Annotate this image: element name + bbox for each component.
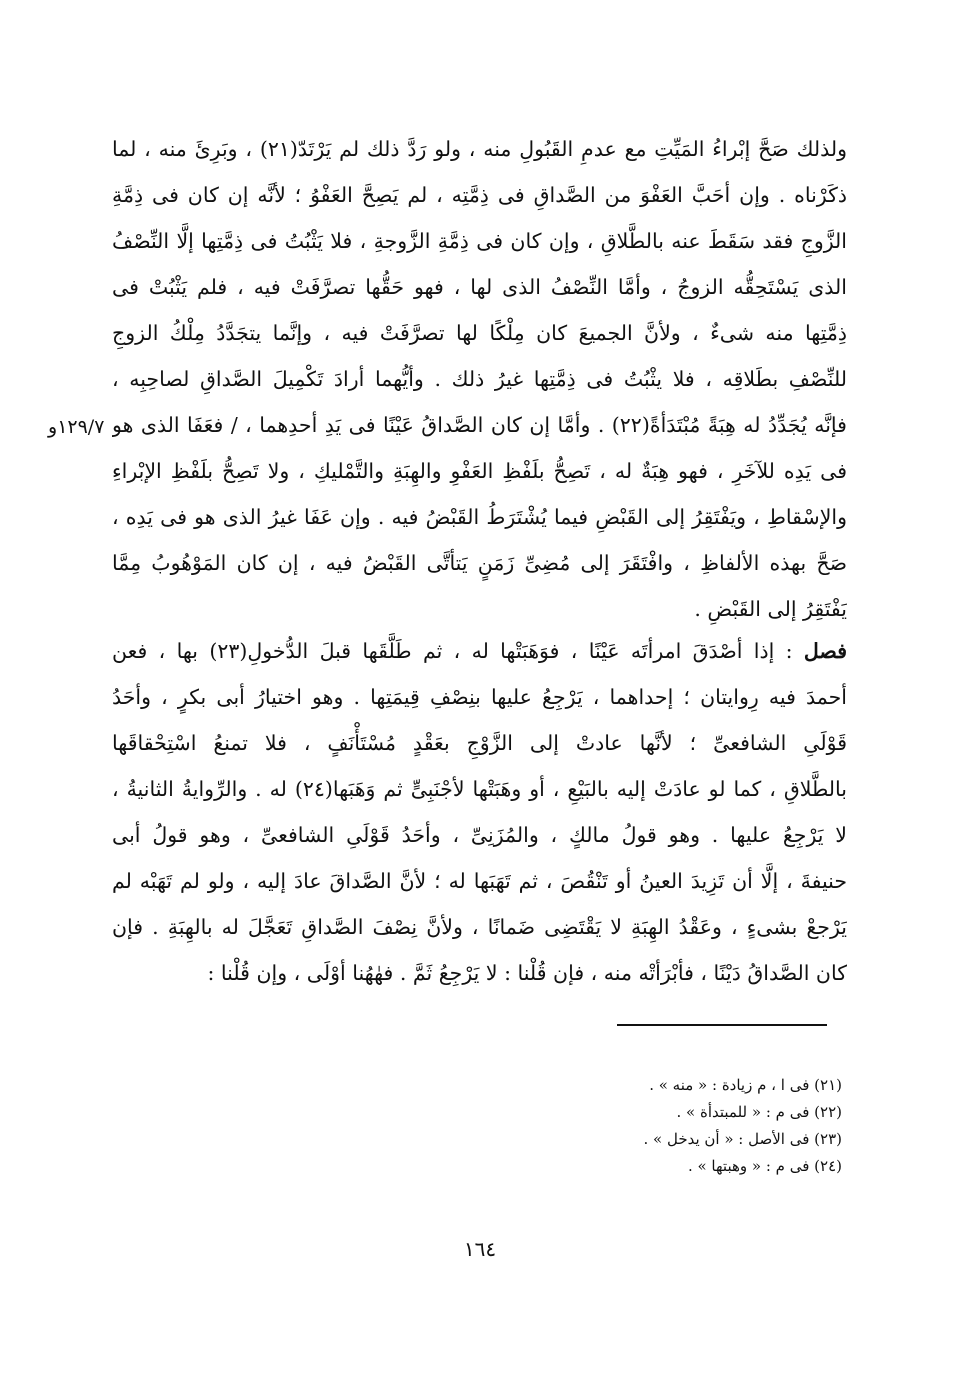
text-line: والإسْقاطِ ، ويَفْتَقِرُ إلى القَبْضِ فيما يُشْتَرَطُ القَبْضُ فيه . وإن عَفَا غيرُ الذى هو فى يَدِه ، bbox=[112, 505, 847, 529]
text-line: ذكَرْناه . وإن أحَبَّ العَفْوَ من الصَّداقِ فى ذِمَّتِه ، لم يَصِحَّ العَفْوُ ؛ لأنَّه إن كان فى ذِمَّةِ bbox=[112, 183, 847, 207]
paragraph-2 bbox=[112, 628, 847, 996]
text-line: أحمدَ فيه رِوايتان ؛ إحداهما ، يَرْجِعُ عليها بنِصْفِ قِيمَتِها . وهو اختيارُ أبى بكرٍ ، وأحَدُ bbox=[112, 685, 847, 709]
footnote: (٢٢) فى م : « للمبتدأة » . bbox=[676, 1103, 842, 1121]
text-line: الزَّوجِ فقد سَقَطَ عنه بالطَّلاقِ ، وإن كان فى ذِمَّةِ الزَّوجةِ ، فلا يَثْبُتُ فى ذِمَّتِها إلَّا النِّصْفُ bbox=[112, 229, 847, 253]
text-line: كان الصَّداقُ دَيْنًا ، فأبْرَأتْه منه ، فإن قُلْنا : لا يَرْجِعُ ثَمَّ . فهٰهُنا أوْلَى ، وإن قُلْنا : bbox=[207, 961, 847, 985]
paragraph-1 bbox=[112, 126, 847, 632]
footnotes bbox=[560, 1072, 842, 1180]
text-line: بالطَّلاقِ ، كما لو عادَتْ إليه بالبَيْعِ ، أو وهَبَتْها لأجْنَبِىٍّ ثم وَهَبَها(٢٤) له . والرِّوايةُ الثانيةُ ، bbox=[112, 777, 847, 801]
text-line: فإنَّه يُجَدِّدُ له هِبَةً مُبْتَدَأةً(٢٢) . وأمَّا إن كان الصَّداقُ عَيْنًا فى يَدِ أحدِهما ، / فعَفَا الذى هو bbox=[112, 413, 847, 437]
text-line: قَوْلَىِ الشافعىِّ ؛ لأنَّها عادتْ إلى الزَّوْجِ بعَقْدٍ مُسْتَأْنَفٍ ، فلا تمنعُ اسْتِحْقاقَها bbox=[112, 731, 847, 755]
text-line: حنيفةَ ، إلَّا أن تَزِيدَ العينُ أو تَنْقُصَ ، ثم تَهَبَها له ؛ لأنَّ الصَّداقَ عادَ إليه ، ولو لم تَهَبْه لم bbox=[112, 869, 847, 893]
footnote-separator bbox=[617, 1024, 827, 1026]
footnote: (٢٤) فى م : « وهبتها » . bbox=[687, 1157, 842, 1175]
text-line: صَحَّ بهذه الألفاظِ ، وافْتَقَرَ إلى مُضِىِّ زَمَنٍ يَتأتَّى القَبْضُ فيه ، إن كان المَوْهُوبُ مِمَّا bbox=[112, 551, 847, 575]
text-line: لا يَرْجِعُ عليها . وهو قولُ مالكٍ ، والمُزَنِىِّ ، وأحَدُ قَوْلَىِ الشافعىِّ ، وهو قولُ أبى bbox=[112, 823, 847, 847]
section-heading-fasl: فصل bbox=[803, 639, 847, 663]
text-line: ولذلك صَحَّ إبْراءُ المَيِّتِ مع عدمِ القَبُولِ منه ، ولو رَدَّ ذلك لم يَرْتَدّ(٢١) ، وبَرِئَ منه ، لما bbox=[112, 137, 847, 161]
text-line: للنِّصْفِ بطَلاقِه ، فلا يثْبُتُ فى ذِمَّتِها غيرُ ذلك . وأيُّهما أرادَ تَكْمِيلَ الصَّداقِ لصاحِبِه ، bbox=[112, 367, 847, 391]
footnote: (٢١) فى ا ، م زيادة : « منه » . bbox=[649, 1076, 842, 1094]
footnote: (٢٣) فى الأصل : « أن يدخل » . bbox=[643, 1130, 842, 1148]
page-number: ١٦٤ bbox=[463, 1237, 497, 1261]
text-line-first bbox=[112, 628, 847, 674]
text-line: الذى يَسْتَحِقُّه الزوجُ ، وأمَّا النِّصْفُ الذى لها ، فهو حَقُّها تصرَّفَتْ فيه ، فلم يَثْبُتْ فى bbox=[112, 275, 847, 299]
text-line: فى يَدِه للآخَرِ ، فهو هِبَةٌ له ، تَصِحُّ بلَفْظِ العَفْوِ والهِبَةِ والتَّمْليكِ ، ولا تَصِحُّ بلَفْظِ الإبْراءِ bbox=[112, 459, 847, 483]
text-line: يَرْجعْ بشىءٍ ، وعَقْدُ الهِبَةِ لا يَقْتَضِى ضَمانًا ، ولأنَّ نِصْفَ الصَّداقِ تَعَجَّلَ له بالهِبَةِ . فإن bbox=[112, 915, 847, 939]
text-line: يَفْتَقِرُ إلى القَبْضِ . bbox=[694, 597, 847, 621]
margin-folio-reference: ١٢٩/٧و bbox=[48, 416, 105, 438]
text-line: ذِمَّتِها منه شىءٌ ، ولأنَّ الجميعَ كان مِلْكًا لها تصرَّفَتْ فيه ، وإنَّما يتجَدَّدُ مِلْكُ الزوجِ bbox=[112, 321, 847, 345]
text-run: : إذا أصْدَقَ امرأتَه عَيْنًا ، فوَهَبَتْها له ، ثم طَلَّقَها قبلَ الدُّخولِ(٢٣) بها ، فعن bbox=[112, 639, 793, 663]
